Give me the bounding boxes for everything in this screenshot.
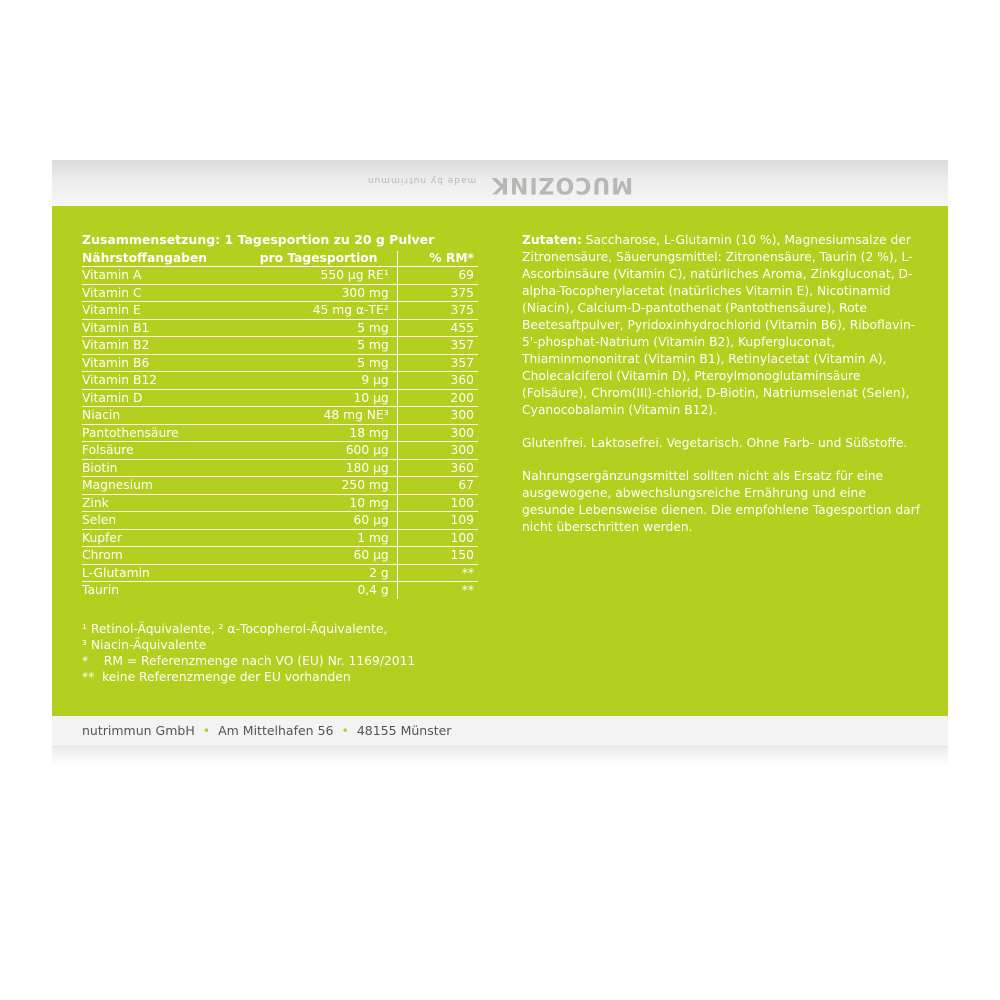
nutrient-row xyxy=(82,529,478,547)
company-city: 48155 Münster xyxy=(356,723,452,738)
header-nutrient: Nährstoffangaben xyxy=(82,251,249,267)
nutrient-row xyxy=(82,284,478,302)
nutrient-rm: ** xyxy=(461,583,474,597)
nutrient-rm: 357 xyxy=(397,354,478,372)
nutrient-rm: 67 xyxy=(397,477,478,495)
nutrient-name: Folsäure xyxy=(82,442,249,460)
nutrient-amount: 45 mg α-TE² xyxy=(249,302,398,320)
footnotes xyxy=(82,621,478,685)
claims-text: Glutenfrei. Laktosefrei. Vegetarisch. Ohne Farb- und Süßstoffe. xyxy=(522,436,908,450)
composition-heading: Zusammensetzung: 1 Tagesportion zu 20 g Pulver xyxy=(82,232,435,247)
nutrient-name: Chrom xyxy=(82,547,249,565)
nutrient-amount: 550 µg RE¹ xyxy=(249,267,398,285)
nutrient-name: Biotin xyxy=(82,459,249,477)
nutrient-row xyxy=(82,442,478,460)
ingredients-paragraph xyxy=(522,232,922,419)
footnote: ¹ Retinol-Äquivalente, ² α-Tocopherol-Äquivalente, xyxy=(82,621,388,636)
nutrient-row xyxy=(82,564,478,582)
nutrient-rm: 200 xyxy=(397,389,478,407)
box-bottom-edge xyxy=(52,747,948,765)
nutrition-table xyxy=(82,251,478,599)
nutrient-row xyxy=(82,337,478,355)
nutrient-name: Vitamin A xyxy=(82,267,249,285)
ingredients-label: Zutaten: xyxy=(522,233,582,247)
nutrient-name: Niacin xyxy=(82,407,249,425)
nutrient-row xyxy=(82,267,478,285)
nutrient-amount: 1 mg xyxy=(249,529,398,547)
nutrient-amount: 10 mg xyxy=(249,494,398,512)
nutrient-name: Selen xyxy=(82,512,249,530)
nutrient-name: L-Glutamin xyxy=(82,564,249,582)
nutrient-rm: 109 xyxy=(397,512,478,530)
nutrient-amount: 5 mg xyxy=(249,354,398,372)
footnote: ³ Niacin-Äquivalente xyxy=(82,637,207,652)
nutrient-name: Vitamin B2 xyxy=(82,337,249,355)
nutrient-amount: 0,4 g xyxy=(249,582,398,599)
composition-section xyxy=(82,232,478,685)
nutrient-name: Vitamin B1 xyxy=(82,319,249,337)
company-address xyxy=(82,723,451,738)
nutrient-amount: 5 mg xyxy=(249,319,398,337)
nutrient-rm: 300 xyxy=(397,424,478,442)
header-rm: % RM* xyxy=(397,251,478,267)
footnote: ** keine Referenzmenge der EU vorhanden xyxy=(82,669,351,684)
nutrient-name: Vitamin C xyxy=(82,284,249,302)
nutrient-row xyxy=(82,547,478,565)
nutrient-name: Vitamin D xyxy=(82,389,249,407)
nutrient-name: Vitamin B12 xyxy=(82,372,249,390)
nutrient-rm: 375 xyxy=(397,284,478,302)
nutrient-amount: 180 µg xyxy=(249,459,398,477)
nutrient-amount: 10 µg xyxy=(249,389,398,407)
nutrient-amount: 18 mg xyxy=(249,424,398,442)
nutrient-row xyxy=(82,389,478,407)
nutrient-amount: 250 mg xyxy=(249,477,398,495)
nutrient-amount: 60 µg xyxy=(249,547,398,565)
nutrient-name: Vitamin E xyxy=(82,302,249,320)
ingredients-section xyxy=(522,232,922,552)
nutrient-name: Kupfer xyxy=(82,529,249,547)
nutrient-row xyxy=(82,477,478,495)
company-street: Am Mittelhafen 56 xyxy=(218,723,334,738)
label-panel xyxy=(52,206,948,716)
nutrient-row xyxy=(82,319,478,337)
footnote: * RM = Referenzmenge nach VO (EU) Nr. 1169/2011 xyxy=(82,653,416,668)
company-name: nutrimmun GmbH xyxy=(82,723,195,738)
brand-logo-upside-down xyxy=(0,172,1000,197)
nutrient-amount: 60 µg xyxy=(249,512,398,530)
nutrient-row xyxy=(82,512,478,530)
nutrient-rm: 300 xyxy=(397,442,478,460)
nutrient-rm: 375 xyxy=(397,302,478,320)
nutrient-row xyxy=(82,372,478,390)
nutrient-amount: 2 g xyxy=(249,564,398,582)
disclaimer-text: Nahrungsergänzungsmittel sollten nicht als Ersatz für eine ausgewogene, abwechslungsreiche Ernährung und eine gesunde Lebensweise dienen. Die empfohlene Tagesportion darf nicht überschritten werden. xyxy=(522,469,921,534)
ingredients-text: Saccharose, L-Glutamin (10 %), Magnesiumsalze der Zitronensäure, Säuerungsmittel: Zitronensäure, Taurin (2 %), L-Ascorbinsäure (Vitamin C), natürliches Aroma, Zinkgluconat, D-alpha-Tocopherylacetat (natürliches Vitamin E), Nicotinamid (Niacin), Calcium-D-pantothenat (Pantothensäure), Rote Beetesaftpulver, Pyridoxinhydrochlorid (Vitamin B6), Riboflavin-5'-phosphat-Natrium (Vitamin B2), Kupfergluconat, Thiaminmononitrat (Vitamin B1), Retinylacetat (Vitamin A), Cholecalciferol (Vitamin D), Pteroylmonoglutaminsäure (Folsäure), Chrom(III)-chlorid, D-Biotin, Natriumselenat (Selen), Cyanocobalamin (Vitamin B12). xyxy=(522,233,916,417)
nutrient-row xyxy=(82,459,478,477)
nutrient-name: Vitamin B6 xyxy=(82,354,249,372)
nutrient-row xyxy=(82,302,478,320)
nutrient-row xyxy=(82,354,478,372)
nutrient-name: Magnesium xyxy=(82,477,249,495)
separator-dot: • xyxy=(202,723,211,738)
nutrient-rm: 360 xyxy=(397,372,478,390)
brand-tagline: made by nutrimmun xyxy=(366,175,477,185)
nutrition-table-body xyxy=(82,267,478,599)
nutrition-table-header xyxy=(82,251,478,267)
nutrient-rm: 300 xyxy=(397,407,478,425)
nutrient-name: Pantothensäure xyxy=(82,424,249,442)
nutrient-row xyxy=(82,582,478,599)
nutrient-amount: 300 mg xyxy=(249,284,398,302)
nutrient-row xyxy=(82,407,478,425)
nutrient-amount: 600 µg xyxy=(249,442,398,460)
nutrient-rm: 150 xyxy=(397,547,478,565)
nutrient-rm: 357 xyxy=(397,337,478,355)
nutrient-name: Taurin xyxy=(82,583,120,597)
nutrient-row xyxy=(82,424,478,442)
brand-name: MUCOZINK xyxy=(490,172,634,197)
header-portion: pro Tagesportion xyxy=(249,251,398,267)
nutrient-rm: 69 xyxy=(397,267,478,285)
nutrient-rm: 100 xyxy=(397,494,478,512)
nutrient-rm: 360 xyxy=(397,459,478,477)
footer-band xyxy=(52,716,948,747)
nutrient-amount: 5 mg xyxy=(249,337,398,355)
nutrient-rm: 455 xyxy=(397,319,478,337)
nutrient-name: Zink xyxy=(82,494,249,512)
separator-dot: • xyxy=(341,723,349,738)
nutrient-rm: 100 xyxy=(397,529,478,547)
nutrient-rm: ** xyxy=(397,564,478,582)
nutrient-row xyxy=(82,494,478,512)
nutrient-amount: 48 mg NE³ xyxy=(249,407,398,425)
nutrient-amount: 9 µg xyxy=(249,372,398,390)
